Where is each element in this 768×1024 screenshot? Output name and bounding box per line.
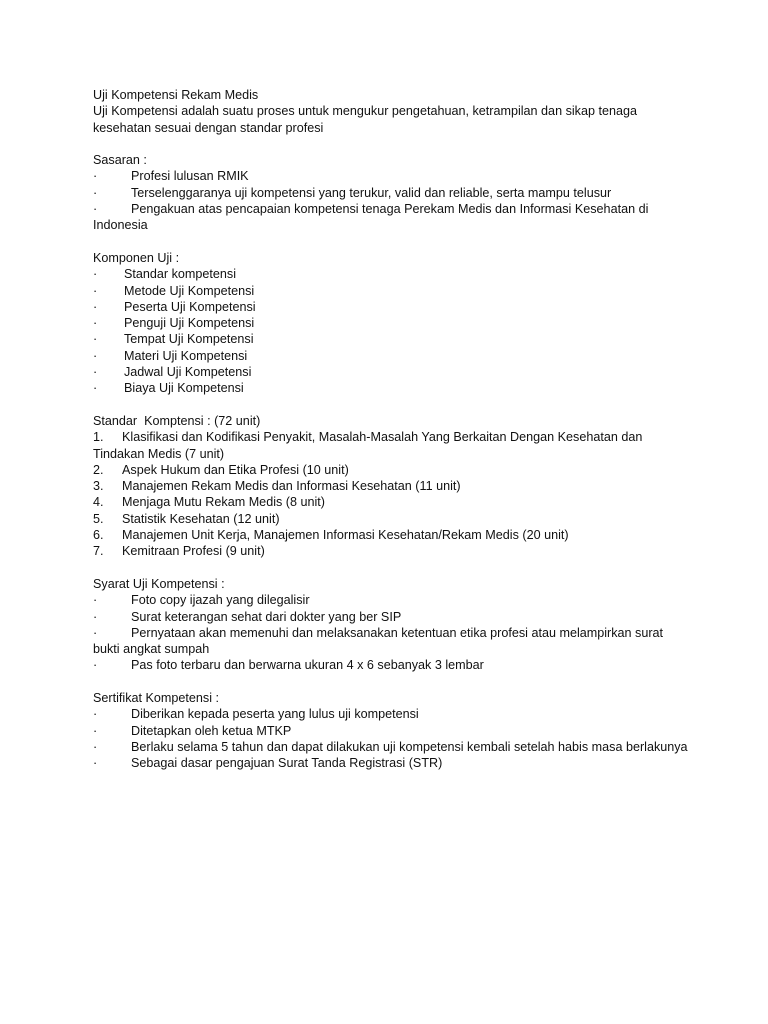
list-item-text: Penguji Uji Kompetensi [124,316,255,331]
list-item-text: Kemitraan Profesi (9 unit) [122,544,265,559]
spacer [93,234,693,250]
list-number: 7. [93,544,104,559]
list-item-text: Menjaga Mutu Rekam Medis (8 unit) [122,495,325,510]
list-item [93,527,693,543]
list-item [93,429,693,462]
list-item [93,168,693,184]
bullet: · [93,283,98,298]
bullet: · [93,756,98,771]
list-item [93,478,693,494]
spacer [93,136,693,152]
intro-paragraph: Uji Kompetensi adalah suatu proses untuk mengukur pengetahuan, ketrampilan dan sikap tenaga kesehatan sesuai dengan standar profesi [93,104,637,135]
bullet: · [93,316,98,331]
komponen-heading: Komponen Uji : [93,250,180,265]
list-item [93,543,693,559]
list-item [93,755,693,771]
list-number: 6. [93,528,104,543]
spacer [93,560,693,576]
list-item [93,283,693,299]
list-item-text: Peserta Uji Kompetensi [124,299,256,314]
bullet: · [93,365,98,380]
list-item-text: Sebagai dasar pengajuan Surat Tanda Registrasi (STR) [131,756,443,771]
list-item [93,625,693,658]
list-item-text: Standar kompetensi [124,267,237,282]
list-item-text: Pengakuan atas pencapaian kompetensi tenaga Perekam Medis dan Informasi Kesehatan di Indonesia [93,202,649,233]
list-item [93,331,693,347]
bullet: · [93,267,98,282]
list-number: 2. [93,462,104,477]
list-item-text: Berlaku selama 5 tahun dan dapat dilakukan uji kompetensi kembali setelah habis masa berlakunya [131,739,688,754]
list-number: 1. [93,430,104,445]
list-item [93,364,693,380]
list-item [93,266,693,282]
spacer [93,397,693,413]
list-item [93,657,693,673]
list-item [93,299,693,315]
list-item-text: Statistik Kesehatan (12 unit) [122,511,280,526]
bullet: · [93,707,98,722]
bullet: · [93,185,98,200]
list-item-text: Materi Uji Kompetensi [124,348,248,363]
spacer [93,674,693,690]
bullet: · [93,625,98,640]
list-item-text: Foto copy ijazah yang dilegalisir [131,593,310,608]
document-title: Uji Kompetensi Rekam Medis [93,88,259,102]
list-number: 3. [93,479,104,494]
list-item [93,380,693,396]
list-item-text: Pernyataan akan memenuhi dan melaksanakan ketentuan etika profesi atau melampirkan surat bukti angkat sumpah [93,625,664,657]
list-item-text: Ditetapkan oleh ketua MTKP [131,723,292,738]
list-item [93,348,693,364]
bullet: · [93,299,98,314]
bullet: · [93,609,98,624]
list-item-text: Terselenggaranya uji kompetensi yang terukur, valid dan reliable, serta mampu telusur [131,185,612,200]
bullet: · [93,169,98,184]
bullet: · [93,202,98,217]
list-item [93,201,693,234]
list-item-text: Tempat Uji Kompetensi [124,332,254,347]
list-item-text: Jadwal Uji Kompetensi [124,365,252,380]
list-item [93,315,693,331]
list-number: 4. [93,495,104,510]
bullet: · [93,332,98,347]
list-item [93,609,693,625]
list-item-text: Biaya Uji Kompetensi [124,381,244,396]
document-page [93,87,693,771]
list-item-text: Aspek Hukum dan Etika Profesi (10 unit) [122,462,349,477]
bullet: · [93,739,98,754]
standar-heading: Standar Komptensi : (72 unit) [93,413,261,428]
list-item [93,494,693,510]
list-item [93,511,693,527]
list-item [93,185,693,201]
list-item-text: Surat keterangan sehat dari dokter yang ber SIP [131,609,402,624]
list-item [93,739,693,755]
list-item-text: Profesi lulusan RMIK [131,169,249,184]
bullet: · [93,381,98,396]
list-item-text: Metode Uji Kompetensi [124,283,255,298]
list-item [93,462,693,478]
syarat-heading: Syarat Uji Kompetensi : [93,576,225,591]
list-item-text: Pas foto terbaru dan berwarna ukuran 4 x 6 sebanyak 3 lembar [131,658,484,673]
list-item-text: Diberikan kepada peserta yang lulus uji kompetensi [131,707,419,722]
bullet: · [93,658,98,673]
sertifikat-heading: Sertifikat Kompetensi : [93,690,219,705]
sasaran-heading: Sasaran : [93,153,147,168]
list-item-text: Manajemen Rekam Medis dan Informasi Kesehatan (11 unit) [122,479,461,494]
list-number: 5. [93,511,104,526]
bullet: · [93,348,98,363]
list-item [93,723,693,739]
list-item-text: Manajemen Unit Kerja, Manajemen Informasi Kesehatan/Rekam Medis (20 unit) [122,528,569,543]
list-item [93,706,693,722]
bullet: · [93,723,98,738]
bullet: · [93,593,98,608]
list-item [93,592,693,608]
list-item-text: Klasifikasi dan Kodifikasi Penyakit, Masalah-Masalah Yang Berkaitan Dengan Kesehatan dan Tindakan Medis (7 unit) [93,430,643,461]
